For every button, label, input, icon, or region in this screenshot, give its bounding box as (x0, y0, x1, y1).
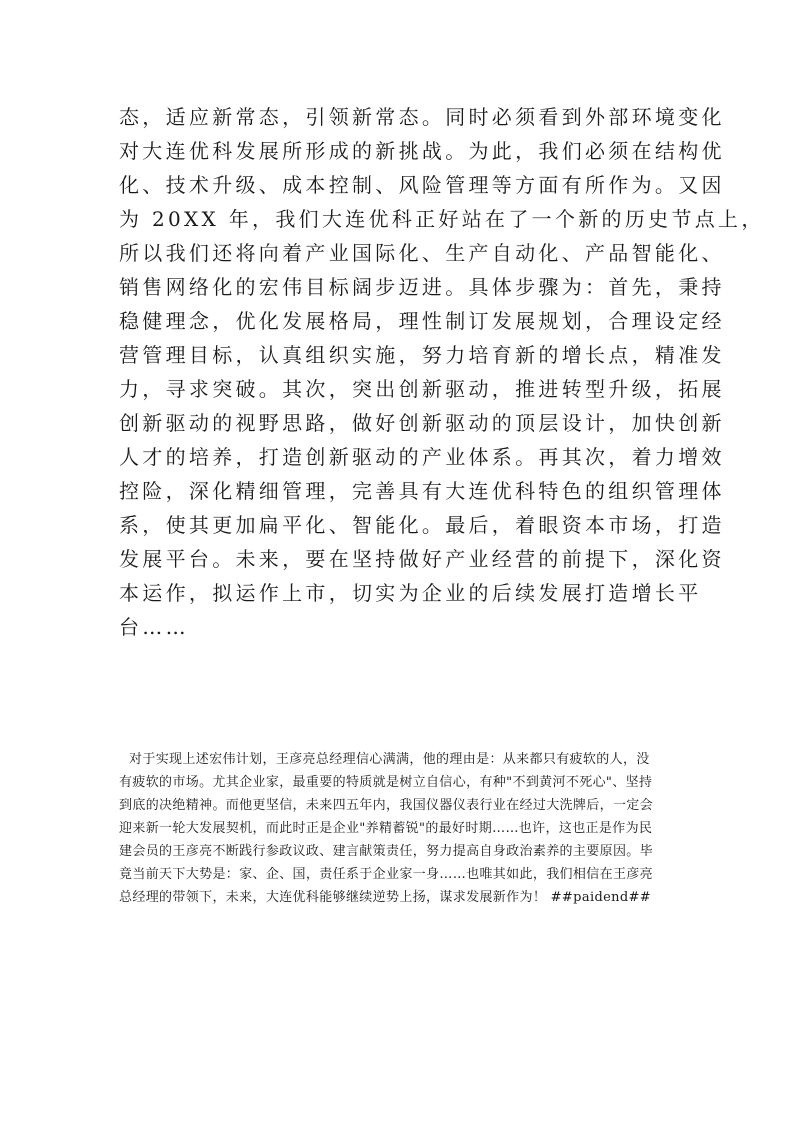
paragraph-line: 所以我们还将向着产业国际化、生产自动化、产品智能化、 (119, 241, 725, 265)
paragraph-line: 化、技术升级、成本控制、风险管理等方面有所作为。又因 (119, 173, 725, 197)
paragraph-line: 迎来新一轮大发展契机，而此时正是企业"养精蓄锐"的最好时期……也许，这也正是作为民 (119, 821, 653, 836)
paragraph-line: 发展平台。未来，要在坚持做好产业经营的前提下，深化资 (119, 547, 725, 571)
paragraph-line: 为 20XX 年，我们大连优科正好站在了一个新的历史节点上， (119, 207, 765, 231)
paragraph-line: 到底的决绝精神。而他更坚信，未来四五年内，我国仪器仪表行业在经过大洗牌后，一定会 (119, 798, 654, 813)
paragraph-line: 建会员的王彦亮不断践行参政议政、建言献策责任，努力提高自身政治素养的主要原因。毕 (119, 844, 654, 859)
paragraph-line: 创新驱动的视野思路，做好创新驱动的顶层设计，加快创新 (119, 411, 725, 435)
paragraph-line: 人才的培养，打造创新驱动的产业体系。再其次，着力增效 (119, 445, 725, 469)
paragraph-line: 稳健理念，优化发展格局，理性制订发展规划，合理设定经 (119, 309, 725, 333)
paragraph-line: 控险，深化精细管理，完善具有大连优科特色的组织管理体 (119, 479, 725, 503)
paragraph-line: 本运作，拟运作上市，切实为企业的后续发展打造增长平 (119, 581, 702, 605)
main-paragraph (119, 100, 765, 644)
paragraph-line: 台…… (119, 615, 189, 639)
paragraph-line: 对于实现上述宏伟计划，王彦亮总经理信心满满，他的理由是：从来都只有疲软的人，没 (129, 752, 650, 767)
paragraph-line: 总经理的带领下，未来，大连优科能够继续逆势上扬，谋求发展新作为！ ##paidend## (119, 890, 652, 905)
paragraph-line: 销售网络化的宏伟目标阔步迈进。具体步骤为：首先，秉持 (119, 275, 725, 299)
paragraph-line: 有疲软的市场。尤其企业家，最重要的特质就是树立自信心，有种"不到黄河不死心"、坚持 (119, 775, 653, 790)
paragraph-line: 力，寻求突破。其次，突出创新驱动，推进转型升级，拓展 (119, 377, 725, 401)
paragraph-line: 系，使其更加扁平化、智能化。最后，着眼资本市场，打造 (119, 513, 725, 537)
paragraph-line: 营管理目标，认真组织实施，努力培育新的增长点，精准发 (119, 343, 725, 367)
paragraph-line: 竟当前天下大势是：家、企、国，责任系于企业家一身……也唯其如此，我们相信在王彦亮 (119, 867, 654, 882)
paragraph-line: 态，适应新常态，引领新常态。同时必须看到外部环境变化 (119, 105, 725, 129)
paragraph-line: 对大连优科发展所形成的新挑战。为此，我们必须在结构优 (119, 139, 725, 163)
closing-paragraph (119, 748, 679, 909)
